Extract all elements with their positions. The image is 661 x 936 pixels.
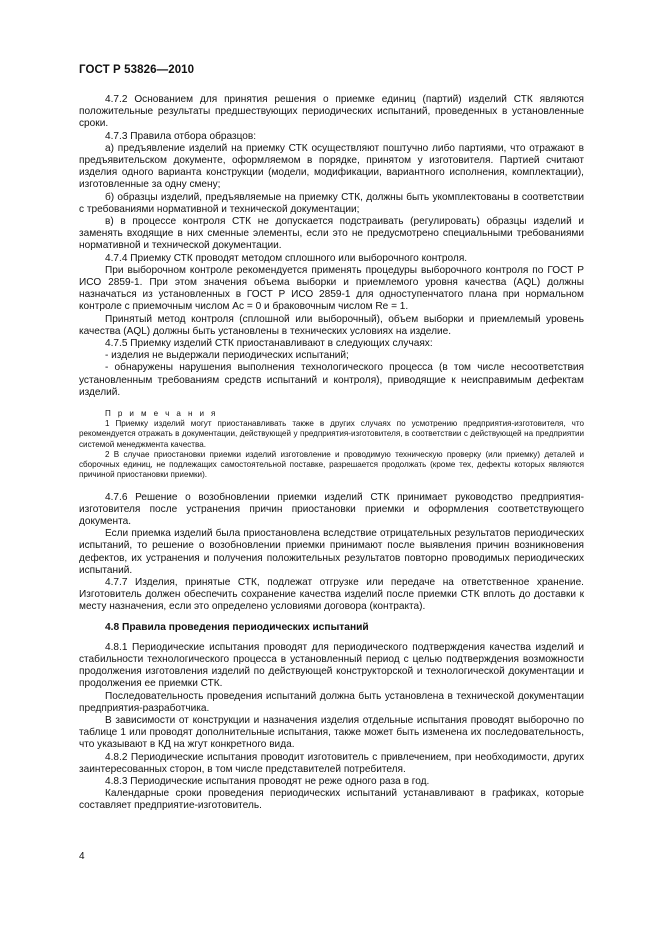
list-item-a: а) предъявление изделий на приемку СТК осуществляют поштучно либо партиями, что отражают в предъявительском документе, оформляемом в порядке, принятом у изготовителя. Партией считают изделия одного варианта конструкции (модели, модификации, вариантного исполнения, комплектации), изготовленные за одну смену; <box>79 142 584 191</box>
paragraph-4-7-5: 4.7.5 Приемку изделий СТК приостанавливают в следующих случаях: <box>105 338 433 350</box>
dash-item-1: - изделия не выдержали периодических испытаний; <box>105 350 349 362</box>
list-item-b: б) образцы изделий, предъявляемые на приемку СТК, должны быть укомплектованы в соответствии с требованиями нормативной и технической документации; <box>79 191 584 215</box>
list-item-v: в) в процессе контроля СТК не допускается подстраивать (регулировать) образцы изделий и заменять входящие в них сменные элементы, если это не предусмотрено специальными требованиями нормативной и технической документации. <box>79 216 584 252</box>
paragraph-test-sequence: Последовательность проведения испытаний должна быть установлена в технической документации предприятия-разработчика. <box>79 690 584 714</box>
paragraph-4-7-4: 4.7.4 Приемку СТК проводят методом сплошного или выборочного контроля. <box>105 252 468 264</box>
document-body <box>79 94 584 813</box>
paragraph-control-method: Принятый метод контроля (сплошной или выборочный), объем выборки и приемлемый уровень качества (AQL) должны быть установлены в технических условиях на изделие. <box>79 313 584 337</box>
dash-item-2: - обнаружены нарушения выполнения технологического процесса (в том числе несоответствия установленным требованиям средств испытаний и контроля), приводящие к неисправимым дефектам изделий. <box>79 362 584 398</box>
standard-header: ГОСТ Р 53826—2010 <box>79 64 195 76</box>
notes-block <box>79 409 584 480</box>
page-number: 4 <box>79 851 85 862</box>
note-1: 1 Приемку изделий могут приостанавливать также в других случаях по усмотрению предприятия-изготовителя, что рекомендуется отражать в документации, действующей у предприятия-изготовителя, в соответствии с действующей на предприятии системой менеджмента качества. <box>79 419 584 449</box>
section-heading-4-8: 4.8 Правила проведения периодических испытаний <box>105 621 369 633</box>
paragraph-4-8-2: 4.8.2 Периодические испытания проводит изготовитель с привлечением, при необходимости, других заинтересованных сторон, в том числе представителей потребителя. <box>79 751 584 775</box>
paragraph-calendar-schedule: Календарные сроки проведения периодических испытаний устанавливают в графиках, которые составляет предприятие-изготовитель. <box>79 788 584 812</box>
paragraph-4-7-2: 4.7.2 Основанием для принятия решения о приемке единиц (партий) изделий СТК являются положительные результаты предшествующих периодических испытаний, проведенных в установленные сроки. <box>79 94 584 130</box>
notes-title: П р и м е ч а н и я <box>105 409 218 419</box>
paragraph-4-7-6: 4.7.6 Решение о возобновлении приемки изделий СТК принимает руководство предприятия-изготовителя после устранения причин приостановки приемки и оформления соответствующего документа. <box>79 491 584 527</box>
paragraph-4-7-3: 4.7.3 Правила отбора образцов: <box>105 130 257 142</box>
paragraph-resume-acceptance: Если приемка изделий была приостановлена вследствие отрицательных результатов периодических испытаний, то решение о возобновлении приемки принимают после выявления причин возникновения дефектов, их устранения и получения положительных результатов повторно проводимых периодических испытаний. <box>79 528 584 576</box>
paragraph-4-7-7: 4.7.7 Изделия, принятые СТК, подлежат отгрузке или передаче на ответственное хранение. Изготовитель должен обеспечить сохранение качества изделий после приемки СТК вплоть до доставки к месту назначения, если это определено условиями договора (контракта). <box>79 576 584 613</box>
paragraph-sampling-control: При выборочном контроле рекомендуется применять процедуры выборочного контроля по ГОСТ Р ИСО 2859-1. При этом значения объема выборки и приемлемого уровня качества (AQL) должны назначаться из установленных в ГОСТ Р ИСО 2859-1 для одноступенчатого плана при нормальном контроле с приемочным числом Ас = 0 и браковочным числом Re = 1. <box>79 264 584 313</box>
paragraph-4-8-3: 4.8.3 Периодические испытания проводят не реже одного раза в год. <box>105 775 430 787</box>
note-2: 2 В случае приостановки приемки изделий изготовление и проводимую техническую проверку (или приемку) деталей и сборочных единиц, не подлежащих самостоятельной поставке, разрешается продолжать (кроме тех, дефекты которых являются причиной приостановки приемки). <box>79 449 584 480</box>
paragraph-selective-tests: В зависимости от конструкции и назначения изделия отдельные испытания проводят выборочно по таблице 1 или проводят дополнительные испытания, также может быть изменена их последовательность, что указывают в КД на жгут конкретного вида. <box>79 714 584 751</box>
paragraph-4-8-1: 4.8.1 Периодические испытания проводят для периодического подтверждения качества изделий и стабильности технологического процесса в установленный период с целью подтверждения возможности продолжения изготовления изделий по действующей конструкторской и технологической документации и продолжения ее приемки СТК. <box>79 641 584 690</box>
